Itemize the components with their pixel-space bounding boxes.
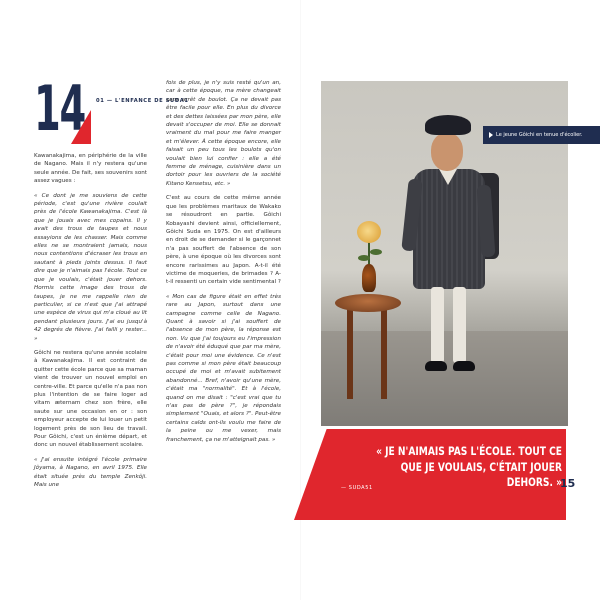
boy-leg [431, 287, 444, 363]
rose-flower [357, 221, 381, 243]
flower-leaf [358, 255, 370, 261]
pull-quote-signature: — SUDA51 [341, 485, 373, 491]
quote-paragraph: « Mon cas de figure était en effet très rare au Japon, surtout dans une campagne comme celle de Nagano. Quant à savoir si j'ai souffert de l'absence de mon père, la réponse est non. Vu que j'ai toujours eu l'impression de n'avoir été éduqué que par ma mère, c'était pour moi une évidence. Ce n'est pas comme si mon père était beaucoup occupé de moi et m'avait subitement abandonné... Bref, n'avoir qu'une mère, c'était ma "normalité". Et à l'école, quand on me disait : "c'est vrai que tu n'as pas de père ?", je répondais simplement "Ouais, et alors ?". Peut-être certains caïds ont-ils voulu me faire de la peine ou me vexer, mais franchement, ça ne m'atteignait pas. » [166, 293, 281, 443]
caption-arrow-icon [489, 132, 493, 138]
quote-paragraph: « J'ai ensuite intégré l'école primaire Jôyama, à Nagano, en avril 1975. Elle était située près du temple Zenkôji. Mais une [34, 456, 147, 489]
vase [362, 264, 376, 292]
boy-shoe [425, 361, 447, 371]
side-table [335, 294, 401, 312]
boy-uniform [413, 169, 485, 289]
boy-shoe [453, 361, 475, 371]
flower-leaf [370, 249, 382, 255]
photo-caption [483, 126, 600, 144]
quote-paragraph: fois de plus, je n'y suis resté qu'un an, car à cette époque, ma mère changeait sans arrêt de boulot. Ça ne devait pas être facile pour elle. En plus du divorce et des dettes laissées par mon père, elle devait s'occuper de moi. Elle se donnait vraiment du mal pour me faire manger et m'élever. À cette époque encore, elle faisait un peu tous les boulots qu'on voulait bien lui confier : elle a été femme de ménage, cuisinière dans un dortoir pour les ouvriers de la société Kitano Kensetsu, etc. » [166, 80, 281, 187]
pull-quote-text: « JE N'AIMAIS PAS L'ÉCOLE. TOUT CE QUE JE VOULAIS, C'ÉTAIT JOUER DEHORS. » [376, 444, 562, 489]
table-leg [381, 309, 387, 399]
photo-floor [321, 331, 568, 426]
chapter-triangle-accent [71, 110, 91, 144]
chapter-title: 01 — L'ENFANCE DE SUDA1 [96, 98, 189, 104]
paragraph: C'est au cours de cette même année que les problèmes maritaux de Wakako se résoudront en partie. Gôichi Kobayashi devient ainsi, officiellement, Gôichi Suda en 1975. On est d'ailleurs en droit de se demander si le garçonnet n'a pas souffert de l'absence de son père, à une époque où les divorces sont encore rarissimes au Japon. A-t-il été victime de moqueries, de brimades ? A-t-il ressenti un certain vide sentimental ? [166, 195, 281, 286]
quote-paragraph: « Ce dont je me souviens de cette période, c'est qu'une rivière coulait près de l'école Kawanakajima. C'est là que je jouais avec mes copains. Il y avait des trous de taupes et nous essayions de les chasser. Mais comme elles ne se montraient jamais, nous nous contentions d'écraser les trous en sautant à pieds joints dessus. Il faut dire que je n'aimais pas l'école. Tout ce que je voulais, c'était jouer dehors. Hormis cette image des trous de taupes, je ne me rappelle rien de particulier, si ce n'est que j'ai attrapé une espèce de virus qui m'a cloué au lit pendant plusieurs jours. J'ai eu jusqu'à 42 degrés de fièvre. J'ai failli y rester... » [34, 192, 147, 342]
chapter-number: 14 [34, 72, 86, 145]
table-leg [347, 309, 353, 399]
paragraph: Kawanakajima, en périphérie de la ville de Nagano. Mais il n'y restera qu'une seule année. De fait, ses souvenirs sont assez vagues : [34, 153, 147, 185]
boy-face [431, 133, 463, 171]
boy-leg [453, 287, 466, 363]
left-text-column [34, 152, 147, 495]
middle-text-column [166, 79, 281, 450]
caption-text: Le jeune Gôichi en tenue d'écolier. [496, 132, 583, 138]
school-cap [425, 115, 471, 135]
paragraph: Gôichi ne restera qu'une année scolaire à Kawanakajima. Il est contraint de quitter cette école parce que sa maman vient de trouver un nouvel emploi en centre-ville. Et parce qu'elle n'a pas non plus l'intention de se faire loger ad vitam æternam chez son frère, elle saute sur une occasion en or : son employeur accepte de lui louer un petit logement près de son lieu de travail. Pour Gôichi, c'est un énième départ, et donc un nouvel établissement scolaire. [34, 349, 147, 449]
page-number: 15 [560, 477, 576, 490]
